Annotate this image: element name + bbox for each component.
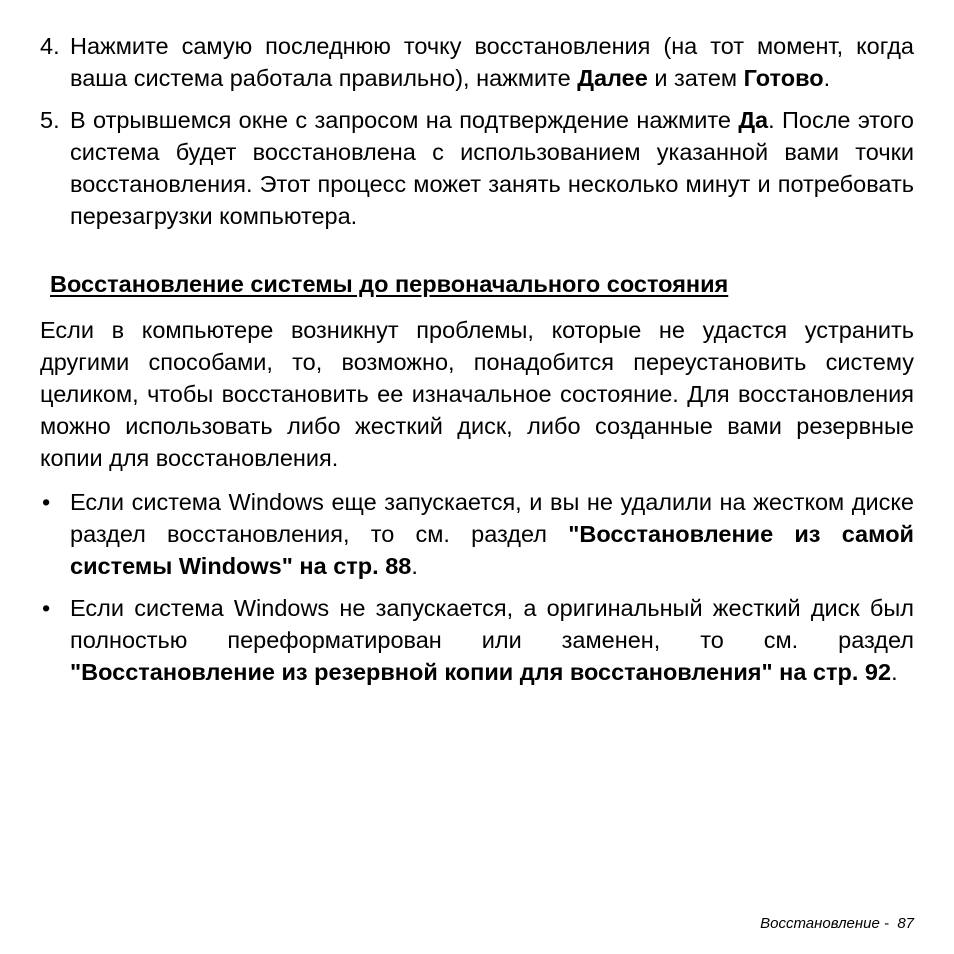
bullet-item — [40, 592, 914, 688]
step-text-part: В отрывшемся окне с запросом на подтверждение нажмите — [70, 107, 739, 133]
footer-separator: - — [879, 915, 898, 932]
page-number: 87 — [897, 915, 914, 932]
step-text — [70, 104, 914, 232]
step-number: 4. — [40, 33, 60, 59]
cross-reference-link[interactable]: "Восстановление из резервной копии для восстановления" на стр. 92 — [70, 659, 892, 685]
step-text-part: . После этого система будет восстановлена с использованием указанной вами точки восстановления. Этот процесс может занять несколько минут и потребовать перезагрузки компьютера. — [70, 107, 915, 229]
yes-button-label: Да — [738, 107, 769, 133]
document-page — [40, 30, 914, 698]
body-paragraph: Если в компьютере возникнут проблемы, которые не удастся устранить другими способами, то, возможно, понадобится переустановить систему целиком, чтобы восстановить ее изначальное состояние. Для восстановления можно использовать либо жесткий диск, либо созданные вами резервные копии для восстановления. — [40, 317, 914, 471]
bullet-item — [40, 486, 914, 582]
step-number: 5. — [40, 107, 60, 133]
bullet-icon: • — [42, 489, 51, 515]
step-text-part: и затем — [647, 65, 744, 91]
bullet-text — [70, 486, 914, 582]
bullet-icon: • — [42, 595, 51, 621]
bullet-list — [40, 486, 914, 688]
bullet-text-part: Если система Windows не запускается, а оригинальный жесткий диск был полностью переформатирован или заменен, то см. раздел — [70, 595, 914, 653]
step-text-part: Нажмите самую последнюю точку восстановления (на тот момент, когда ваша система работала правильно), нажмите — [70, 33, 914, 91]
bullet-text-part: Если система Windows еще запускается, и вы не удалили на жестком диске раздел восстановления, то см. раздел — [70, 489, 914, 547]
step-text — [70, 30, 914, 94]
section-heading: Восстановление системы до первоначального состояния — [50, 271, 729, 297]
bullet-text — [70, 592, 914, 688]
bullet-text-part: . — [411, 553, 418, 579]
page-footer — [760, 914, 914, 934]
next-button-label: Далее — [577, 65, 648, 91]
step-text-part: . — [823, 65, 831, 91]
step-item — [40, 30, 914, 94]
finish-button-label: Готово — [743, 65, 824, 91]
bullet-text-part: . — [891, 659, 898, 685]
step-item — [40, 104, 914, 232]
numbered-steps — [40, 30, 914, 232]
footer-section-title: Восстановление — [760, 915, 880, 932]
cross-reference-link[interactable]: "Восстановление из самой системы Windows" на стр. 88 — [70, 521, 914, 579]
